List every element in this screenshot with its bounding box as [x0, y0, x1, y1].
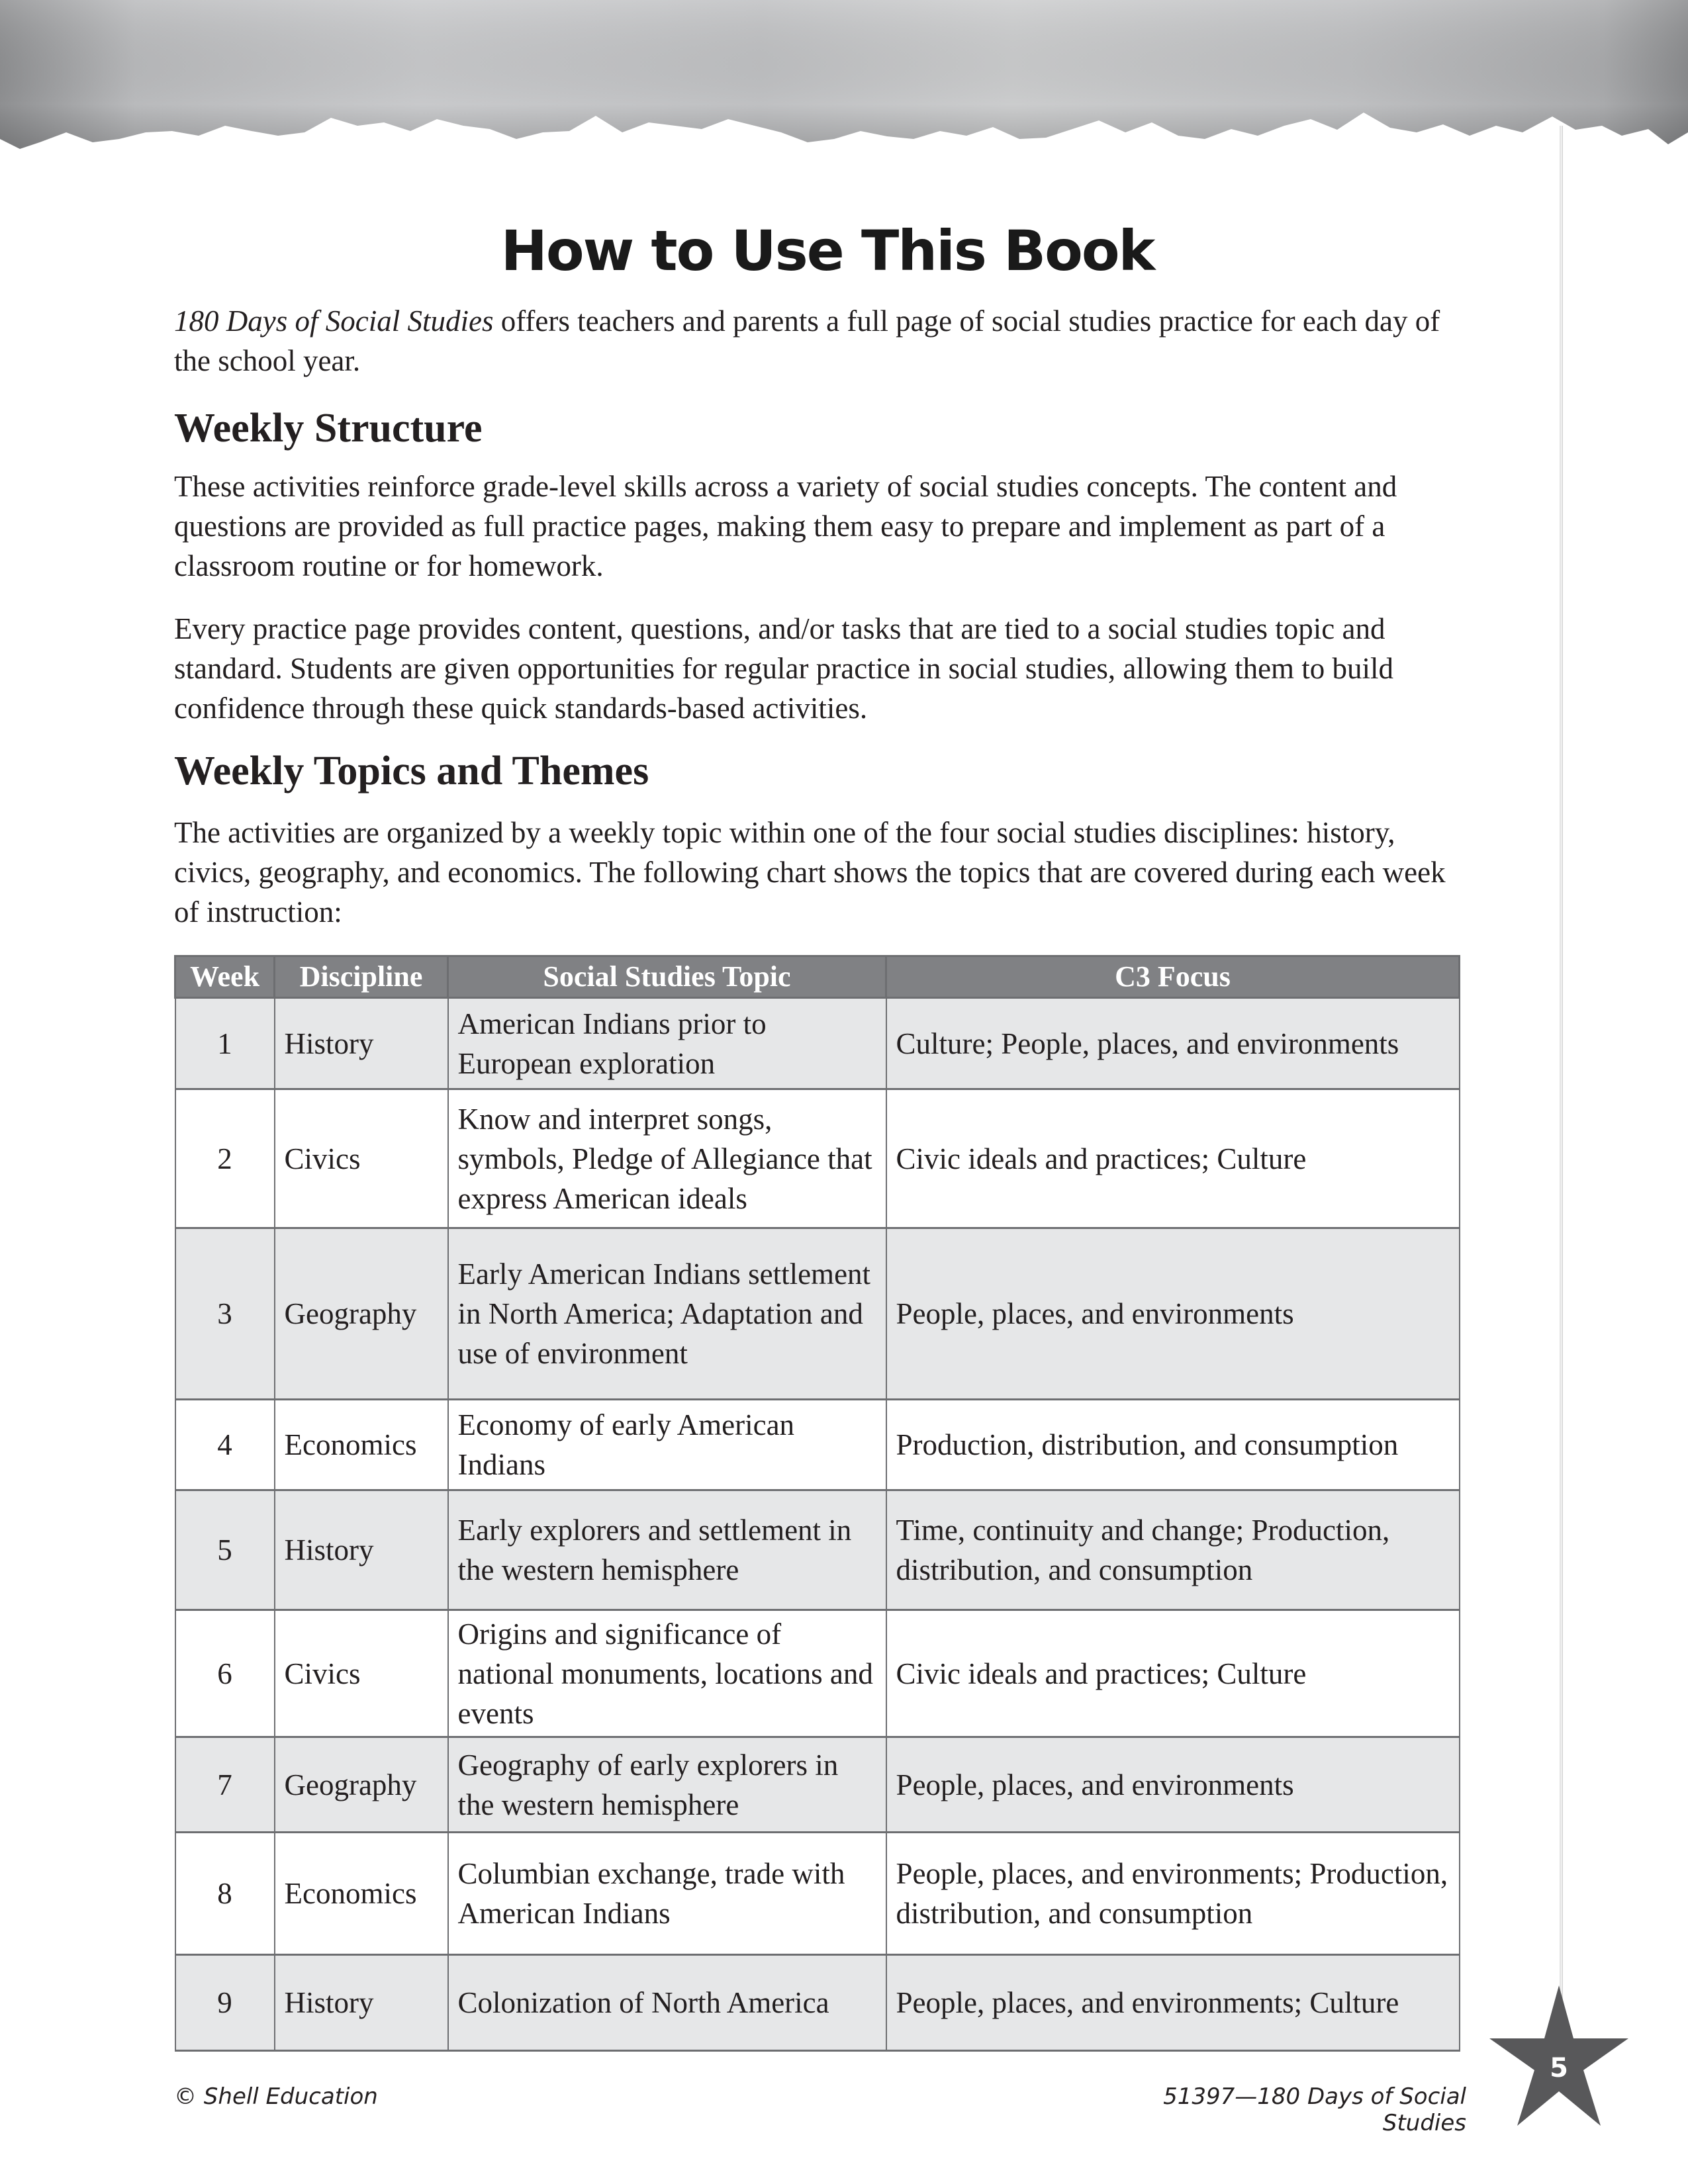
- week-cell: 5: [175, 1490, 275, 1610]
- table-row: [175, 1400, 1460, 1490]
- topic-cell: Origins and significance of national monuments, locations and events: [448, 1610, 886, 1737]
- discipline-cell: History: [275, 1490, 448, 1610]
- footer-copyright: © Shell Education: [174, 2083, 378, 2110]
- week-cell: 9: [175, 1955, 275, 2051]
- discipline-cell: Geography: [275, 1737, 448, 1833]
- topic-cell: American Indians prior to European exploration: [448, 998, 886, 1089]
- c3-focus-cell: People, places, and environments; Culture: [886, 1955, 1460, 2051]
- topic-cell: Early American Indians settlement in North America; Adaptation and use of environment: [448, 1228, 886, 1400]
- topic-cell: Geography of early explorers in the western hemisphere: [448, 1737, 886, 1833]
- topic-cell: Economy of early American Indians: [448, 1400, 886, 1490]
- discipline-cell: Economics: [275, 1400, 448, 1490]
- section-heading-weekly-structure: Weekly Structure: [174, 406, 483, 451]
- intro-paragraph: [174, 301, 1465, 381]
- c3-focus-cell: Culture; People, places, and environments: [886, 998, 1460, 1089]
- weekly-topics-table: [174, 955, 1460, 2052]
- weekly-structure-paragraph-1: [174, 467, 1465, 586]
- intro-text: offers teachers and parents a full page of social studies practice for each day of the school year.: [174, 304, 1440, 377]
- section-heading-weekly-topics: Weekly Topics and Themes: [174, 749, 649, 794]
- discipline-cell: Geography: [275, 1228, 448, 1400]
- paragraph-text: The activities are organized by a weekly topic within one of the four social studies disciplines: history, civics, geography, and economics. The following chart shows the topics that are covered during each week of instruction:: [174, 816, 1446, 929]
- table-header-row: [175, 956, 1460, 998]
- table-row: [175, 998, 1460, 1089]
- table-row: [175, 1955, 1460, 2051]
- table-body: [175, 998, 1460, 2051]
- week-cell: 6: [175, 1610, 275, 1737]
- c3-focus-cell: People, places, and environments: [886, 1228, 1460, 1400]
- topic-cell: Colonization of North America: [448, 1955, 886, 2051]
- discipline-cell: Civics: [275, 1089, 448, 1228]
- c3-focus-cell: People, places, and environments: [886, 1737, 1460, 1833]
- week-cell: 3: [175, 1228, 275, 1400]
- week-cell: 7: [175, 1737, 275, 1833]
- page-title: How to Use This Book: [500, 218, 1154, 283]
- topic-cell: Early explorers and settlement in the western hemisphere: [448, 1490, 886, 1610]
- table-row: [175, 1737, 1460, 1833]
- paragraph-text: Every practice page provides content, questions, and/or tasks that are tied to a social studies topic and standard. Students are given opportunities for regular practice in social studies, allowing them to build confidence through these quick standards-based activities.: [174, 612, 1394, 725]
- table-row: [175, 1490, 1460, 1610]
- page-number: 5: [1550, 2053, 1568, 2083]
- column-header-week: Week: [175, 956, 275, 998]
- week-cell: 1: [175, 998, 275, 1089]
- book-title-italic: 180 Days of Social Studies: [174, 304, 494, 338]
- footer-book-id: 51397—180 Days of Social Studies: [1163, 2083, 1466, 2136]
- column-header-c3-focus: C3 Focus: [886, 956, 1460, 998]
- discipline-cell: History: [275, 998, 448, 1089]
- page-edge-rule: [1560, 126, 1564, 2019]
- table-row: [175, 1228, 1460, 1400]
- table-row: [175, 1833, 1460, 1955]
- weekly-structure-paragraph-2: [174, 609, 1465, 728]
- c3-focus-cell: Time, continuity and change; Production, distribution, and consumption: [886, 1490, 1460, 1610]
- weekly-topics-paragraph: [174, 813, 1465, 932]
- week-cell: 8: [175, 1833, 275, 1955]
- torn-paper-header-graphic: [0, 0, 1688, 159]
- week-cell: 4: [175, 1400, 275, 1490]
- c3-focus-cell: Civic ideals and practices; Culture: [886, 1089, 1460, 1228]
- table-row: [175, 1089, 1460, 1228]
- topic-cell: Columbian exchange, trade with American Indians: [448, 1833, 886, 1955]
- paragraph-text: These activities reinforce grade-level skills across a variety of social studies concepts. The content and questions are provided as full practice pages, making them easy to prepare and implement as part of a classroom routine or for homework.: [174, 470, 1397, 582]
- c3-focus-cell: People, places, and environments; Production, distribution, and consumption: [886, 1833, 1460, 1955]
- table-row: [175, 1610, 1460, 1737]
- column-header-topic: Social Studies Topic: [448, 956, 886, 998]
- topic-cell: Know and interpret songs, symbols, Pledge of Allegiance that express American ideals: [448, 1089, 886, 1228]
- week-cell: 2: [175, 1089, 275, 1228]
- discipline-cell: Economics: [275, 1833, 448, 1955]
- c3-focus-cell: Civic ideals and practices; Culture: [886, 1610, 1460, 1737]
- discipline-cell: History: [275, 1955, 448, 2051]
- discipline-cell: Civics: [275, 1610, 448, 1737]
- c3-focus-cell: Production, distribution, and consumption: [886, 1400, 1460, 1490]
- column-header-discipline: Discipline: [275, 956, 448, 998]
